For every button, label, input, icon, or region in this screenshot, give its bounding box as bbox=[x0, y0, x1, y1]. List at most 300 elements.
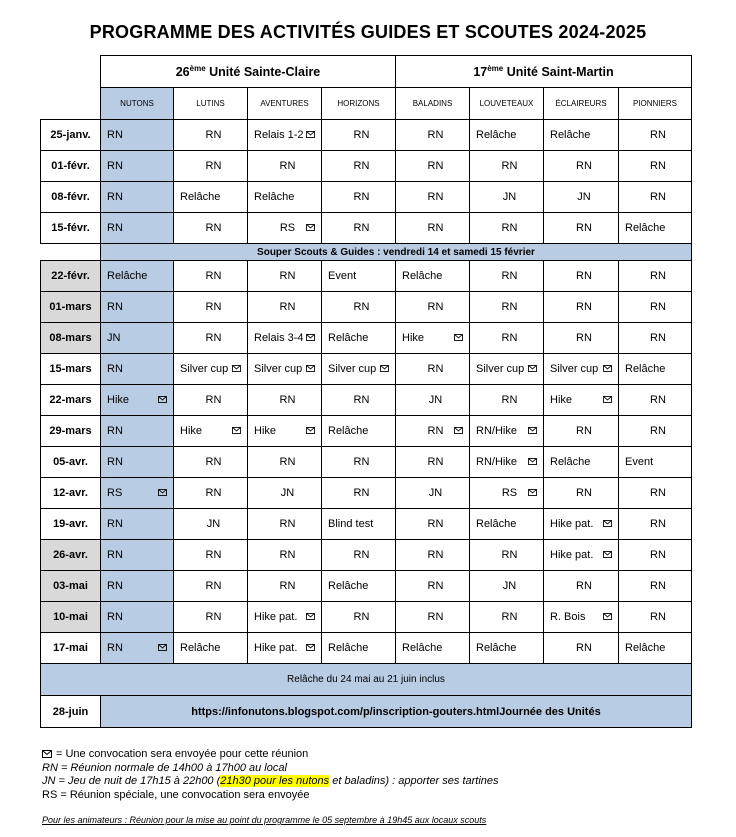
activity-cell-nutons bbox=[101, 261, 174, 292]
activity-label: Relâche bbox=[328, 425, 369, 437]
activity-label: RN bbox=[650, 270, 666, 282]
activity-cell-aventures bbox=[248, 602, 322, 633]
activity-label: Hike pat. bbox=[550, 549, 594, 561]
activity-cell-baladins bbox=[396, 633, 470, 664]
activity-cell-lutins bbox=[174, 571, 248, 602]
page-title: PROGRAMME DES ACTIVITÉS GUIDES ET SCOUTES 2024-2025 bbox=[89, 22, 647, 42]
activity-cell-aventures bbox=[248, 120, 322, 151]
activity-cell-aventures bbox=[248, 633, 322, 664]
activity-label: RN bbox=[279, 301, 296, 313]
envelope-icon bbox=[454, 427, 463, 434]
activity-cell-baladins bbox=[396, 120, 470, 151]
row-date: 10-mai bbox=[41, 602, 101, 633]
activity-cell-louveteaux bbox=[470, 354, 544, 385]
activity-label: RN bbox=[501, 394, 518, 406]
activity-label: RN bbox=[427, 191, 444, 203]
activity-label: RN bbox=[576, 487, 592, 499]
activity-label: Silver cup bbox=[180, 363, 229, 375]
envelope-icon bbox=[528, 427, 537, 434]
activity-label: RN bbox=[576, 580, 592, 592]
activity-cell-louveteaux bbox=[470, 540, 544, 571]
activity-cell-nutons bbox=[101, 416, 174, 447]
row-date: 15-févr. bbox=[41, 213, 101, 244]
activity-label: Relâche bbox=[476, 129, 517, 141]
activity-cell-nutons bbox=[101, 509, 174, 540]
activity-label: RN bbox=[427, 549, 444, 561]
activity-cell-eclaireurs bbox=[544, 120, 619, 151]
activity-label: RN bbox=[205, 549, 222, 561]
activity-cell-eclaireurs bbox=[544, 509, 619, 540]
activity-cell-louveteaux bbox=[470, 261, 544, 292]
activity-cell-pionniers bbox=[619, 602, 692, 633]
unit-header-saint-martin: 17ème Unité Saint-Martin bbox=[396, 56, 692, 88]
activity-cell-lutins bbox=[174, 261, 248, 292]
activity-label: RN bbox=[205, 580, 222, 592]
activity-cell-horizons bbox=[322, 213, 396, 244]
table-row bbox=[41, 509, 692, 540]
activity-label: RN bbox=[650, 160, 666, 172]
activity-cell-baladins bbox=[396, 478, 470, 509]
activity-cell-aventures bbox=[248, 540, 322, 571]
activity-cell-aventures bbox=[248, 447, 322, 478]
activity-cell-horizons bbox=[322, 385, 396, 416]
activity-cell-lutins bbox=[174, 447, 248, 478]
activity-label: RN bbox=[427, 301, 444, 313]
envelope-icon bbox=[603, 613, 612, 620]
activity-cell-baladins bbox=[396, 151, 470, 182]
activity-cell-horizons bbox=[322, 571, 396, 602]
activity-cell-eclaireurs bbox=[544, 540, 619, 571]
activity-cell-louveteaux bbox=[470, 509, 544, 540]
activity-cell-eclaireurs bbox=[544, 261, 619, 292]
activity-cell-aventures bbox=[248, 571, 322, 602]
table-row bbox=[41, 447, 692, 478]
activity-label: JN bbox=[206, 518, 221, 530]
envelope-icon bbox=[158, 489, 167, 496]
column-header-baladins: BALADINS bbox=[396, 88, 470, 120]
activity-cell-eclaireurs bbox=[544, 213, 619, 244]
activity-cell-baladins bbox=[396, 182, 470, 213]
activity-label: RN bbox=[107, 222, 123, 234]
table-row bbox=[41, 478, 692, 509]
activity-label: Relais 3-4 bbox=[254, 332, 304, 344]
table-row bbox=[41, 292, 692, 323]
activity-cell-aventures bbox=[248, 509, 322, 540]
activity-cell-aventures bbox=[248, 416, 322, 447]
activity-cell-horizons bbox=[322, 120, 396, 151]
activity-cell-aventures bbox=[248, 478, 322, 509]
activity-label: Event bbox=[328, 270, 357, 282]
row-date: 29-mars bbox=[41, 416, 101, 447]
activity-cell-baladins bbox=[396, 571, 470, 602]
activity-cell-nutons bbox=[101, 385, 174, 416]
envelope-icon bbox=[603, 551, 612, 558]
table-row bbox=[41, 385, 692, 416]
activity-label: Hike bbox=[180, 425, 203, 437]
activity-label: RN bbox=[279, 518, 296, 530]
activity-label: Relâche bbox=[625, 222, 666, 234]
activity-label: RN bbox=[353, 611, 370, 623]
activity-cell-pionniers bbox=[619, 120, 692, 151]
activity-label: RN bbox=[107, 191, 123, 203]
activity-label: RN bbox=[279, 160, 296, 172]
activity-cell-eclaireurs bbox=[544, 416, 619, 447]
legend bbox=[42, 748, 499, 802]
activity-label: JN bbox=[577, 191, 591, 203]
activity-label: RN bbox=[427, 425, 444, 437]
activity-label: RN bbox=[107, 642, 123, 654]
event-banner: Souper Scouts & Guides : vendredi 14 et samedi 15 février bbox=[101, 244, 692, 261]
activity-label: Relâche bbox=[254, 191, 295, 203]
activity-cell-horizons bbox=[322, 540, 396, 571]
activity-label: RN bbox=[353, 160, 370, 172]
footer-note: Pour les animateurs : Réunion pour la mise au point du programme le 05 septembre à 19h45 aux locaux scouts bbox=[42, 815, 487, 825]
activity-label: RN bbox=[107, 518, 123, 530]
activity-cell-aventures bbox=[248, 261, 322, 292]
activity-cell-horizons bbox=[322, 447, 396, 478]
row-date: 28-juin bbox=[41, 696, 101, 728]
activity-cell-baladins bbox=[396, 385, 470, 416]
activity-label: RS bbox=[501, 487, 518, 499]
envelope-icon bbox=[306, 334, 315, 341]
activity-label: Relâche bbox=[625, 642, 666, 654]
activity-label: R. Bois bbox=[550, 611, 586, 623]
activity-label: JN bbox=[502, 580, 517, 592]
activity-cell-louveteaux bbox=[470, 478, 544, 509]
activity-cell-louveteaux bbox=[470, 292, 544, 323]
activity-cell-louveteaux bbox=[470, 323, 544, 354]
activity-cell-lutins bbox=[174, 292, 248, 323]
activity-label: RN bbox=[501, 332, 518, 344]
activity-label: RN bbox=[107, 456, 123, 468]
table-row bbox=[41, 602, 692, 633]
activity-label: RN bbox=[205, 332, 222, 344]
activity-cell-horizons bbox=[322, 292, 396, 323]
activity-label: Relâche bbox=[476, 642, 517, 654]
activity-cell-nutons bbox=[101, 602, 174, 633]
activity-label: RN bbox=[650, 129, 666, 141]
activity-cell-louveteaux bbox=[470, 633, 544, 664]
envelope-icon bbox=[306, 427, 315, 434]
activity-cell-pionniers bbox=[619, 509, 692, 540]
schedule-table bbox=[40, 55, 692, 728]
legend-jn-highlight: 21h30 pour les nutons bbox=[220, 775, 330, 787]
row-date: 19-avr. bbox=[41, 509, 101, 540]
activity-cell-nutons bbox=[101, 182, 174, 213]
activity-label: RN/Hike bbox=[476, 456, 517, 468]
activity-label: Relâche bbox=[107, 270, 148, 282]
activity-label: Hike bbox=[550, 394, 573, 406]
activity-cell-eclaireurs bbox=[544, 385, 619, 416]
activity-cell-aventures bbox=[248, 354, 322, 385]
row-date: 03-mai bbox=[41, 571, 101, 602]
activity-label: Hike bbox=[402, 332, 425, 344]
legend-rn: RN = Réunion normale de 14h00 à 17h00 au local bbox=[42, 761, 287, 774]
activity-label: RN bbox=[501, 160, 518, 172]
activity-label: RN bbox=[279, 549, 296, 561]
activity-label: RN bbox=[576, 270, 592, 282]
activity-label: Silver cup bbox=[476, 363, 525, 375]
activity-label: RN bbox=[501, 549, 518, 561]
activity-label: Event bbox=[625, 456, 654, 468]
activity-cell-eclaireurs bbox=[544, 602, 619, 633]
activity-cell-eclaireurs bbox=[544, 633, 619, 664]
activity-cell-baladins bbox=[396, 540, 470, 571]
envelope-icon bbox=[603, 365, 612, 372]
activity-cell-horizons bbox=[322, 151, 396, 182]
activity-label: RN bbox=[279, 580, 296, 592]
activity-label: JN bbox=[502, 191, 517, 203]
activity-cell-louveteaux bbox=[470, 120, 544, 151]
activity-label: RN bbox=[650, 394, 666, 406]
activity-label: RN bbox=[353, 129, 370, 141]
envelope-icon bbox=[528, 458, 537, 465]
activity-label: RN bbox=[576, 425, 592, 437]
activity-cell-pionniers bbox=[619, 416, 692, 447]
table-row bbox=[41, 571, 692, 602]
activity-label: RN/Hike bbox=[476, 425, 517, 437]
envelope-icon bbox=[232, 365, 241, 372]
activity-label: RN bbox=[107, 549, 123, 561]
activity-label: RN bbox=[501, 270, 518, 282]
row-date: 08-févr. bbox=[41, 182, 101, 213]
activity-label: Relâche bbox=[402, 642, 443, 654]
activity-label: Relâche bbox=[180, 191, 221, 203]
activity-cell-nutons bbox=[101, 151, 174, 182]
activity-label: RN bbox=[205, 611, 222, 623]
activity-label: RN bbox=[107, 129, 123, 141]
activity-label: RN bbox=[650, 580, 666, 592]
row-date: 05-avr. bbox=[41, 447, 101, 478]
activity-label: RN bbox=[205, 487, 222, 499]
activity-cell-pionniers bbox=[619, 323, 692, 354]
activity-cell-lutins bbox=[174, 151, 248, 182]
activity-label: Relâche bbox=[328, 332, 369, 344]
activity-label: Hike pat. bbox=[254, 642, 298, 654]
activity-label: RN bbox=[650, 191, 666, 203]
activity-cell-baladins bbox=[396, 602, 470, 633]
activity-cell-louveteaux bbox=[470, 385, 544, 416]
activity-cell-louveteaux bbox=[470, 151, 544, 182]
activity-label: RN bbox=[205, 456, 222, 468]
activity-cell-eclaireurs bbox=[544, 447, 619, 478]
activity-label: RN bbox=[427, 129, 444, 141]
activity-label: RN bbox=[427, 160, 444, 172]
activity-label: RN bbox=[427, 580, 444, 592]
activity-label: RN bbox=[353, 191, 370, 203]
activity-label: RN bbox=[427, 518, 444, 530]
activity-cell-lutins bbox=[174, 416, 248, 447]
envelope-icon bbox=[158, 396, 167, 403]
envelope-icon bbox=[158, 644, 167, 651]
activity-cell-baladins bbox=[396, 509, 470, 540]
envelope-icon bbox=[380, 365, 389, 372]
activity-label: RN bbox=[205, 270, 222, 282]
activity-cell-eclaireurs bbox=[544, 323, 619, 354]
activity-cell-baladins bbox=[396, 213, 470, 244]
table-row bbox=[41, 416, 692, 447]
activity-label: RN bbox=[576, 332, 592, 344]
activity-cell-lutins bbox=[174, 213, 248, 244]
activity-cell-baladins bbox=[396, 447, 470, 478]
activity-cell-baladins bbox=[396, 323, 470, 354]
activity-cell-horizons bbox=[322, 354, 396, 385]
activity-cell-nutons bbox=[101, 292, 174, 323]
activity-cell-pionniers bbox=[619, 633, 692, 664]
row-date: 01-févr. bbox=[41, 151, 101, 182]
activity-label: JN bbox=[280, 487, 295, 499]
envelope-icon bbox=[528, 489, 537, 496]
activity-label: RN bbox=[353, 301, 370, 313]
activity-label: RN bbox=[650, 518, 666, 530]
column-header-louveteaux: LOUVETEAUX bbox=[470, 88, 544, 120]
activity-label: Relais 1-2 bbox=[254, 129, 304, 141]
table-row bbox=[41, 120, 692, 151]
activity-cell-louveteaux bbox=[470, 571, 544, 602]
activity-cell-aventures bbox=[248, 213, 322, 244]
activity-cell-aventures bbox=[248, 323, 322, 354]
activity-label: Silver cup bbox=[254, 363, 303, 375]
activity-label: RN bbox=[650, 301, 666, 313]
legend-jn: JN = Jeu de nuit de 17h15 à 22h00 (21h30 pour les nutons et baladins) : apporter ses tartines bbox=[42, 775, 499, 787]
activity-label: RN bbox=[107, 580, 123, 592]
activity-label: RN bbox=[576, 301, 592, 313]
activity-cell-louveteaux bbox=[470, 416, 544, 447]
activity-cell-eclaireurs bbox=[544, 571, 619, 602]
activity-label: JN bbox=[107, 332, 121, 344]
activity-label: RS bbox=[107, 487, 123, 499]
activity-cell-nutons bbox=[101, 354, 174, 385]
activity-label: Relâche bbox=[180, 642, 221, 654]
activity-label: RN bbox=[427, 222, 444, 234]
activity-cell-lutins bbox=[174, 633, 248, 664]
activity-cell-pionniers bbox=[619, 540, 692, 571]
relache-banner: Relâche du 24 mai au 21 juin inclus bbox=[41, 664, 692, 696]
activity-cell-pionniers bbox=[619, 292, 692, 323]
activity-cell-nutons bbox=[101, 120, 174, 151]
activity-cell-horizons bbox=[322, 416, 396, 447]
envelope-icon bbox=[454, 334, 463, 341]
activity-label: RN bbox=[427, 363, 444, 375]
activity-cell-lutins bbox=[174, 478, 248, 509]
activity-cell-horizons bbox=[322, 261, 396, 292]
activity-cell-pionniers bbox=[619, 261, 692, 292]
activity-label: Relâche bbox=[402, 270, 443, 282]
activity-cell-aventures bbox=[248, 182, 322, 213]
activity-label: Silver cup bbox=[328, 363, 377, 375]
envelope-icon bbox=[42, 750, 52, 758]
activity-label: RN bbox=[650, 549, 666, 561]
activity-label: RN bbox=[279, 394, 296, 406]
row-date: 08-mars bbox=[41, 323, 101, 354]
row-date: 22-févr. bbox=[41, 261, 101, 292]
activity-label: RN bbox=[107, 425, 123, 437]
activity-label: Relâche bbox=[550, 456, 591, 468]
activity-cell-eclaireurs bbox=[544, 292, 619, 323]
activity-label: RN bbox=[279, 270, 296, 282]
activity-label: RN bbox=[205, 129, 222, 141]
activity-cell-louveteaux bbox=[470, 447, 544, 478]
activity-label: RS bbox=[279, 222, 296, 234]
activity-label: Blind test bbox=[328, 518, 374, 530]
activity-label: RN bbox=[501, 222, 518, 234]
row-date: 25-janv. bbox=[41, 120, 101, 151]
column-header-pionniers: PIONNIERS bbox=[619, 88, 692, 120]
activity-cell-nutons bbox=[101, 478, 174, 509]
activity-cell-nutons bbox=[101, 213, 174, 244]
row-date: 12-avr. bbox=[41, 478, 101, 509]
inscription-link[interactable]: https://infonutons.blogspot.com/p/inscription-gouters.htmlJournée des Unités bbox=[101, 696, 692, 728]
activity-cell-lutins bbox=[174, 354, 248, 385]
activity-cell-horizons bbox=[322, 633, 396, 664]
envelope-icon bbox=[306, 224, 315, 231]
activity-label: RN bbox=[107, 160, 123, 172]
activity-cell-horizons bbox=[322, 602, 396, 633]
activity-cell-lutins bbox=[174, 509, 248, 540]
activity-label: RN bbox=[205, 222, 222, 234]
table-row bbox=[41, 354, 692, 385]
event-banner-row bbox=[41, 244, 692, 261]
activity-label: Hike pat. bbox=[550, 518, 594, 530]
activity-cell-nutons bbox=[101, 323, 174, 354]
column-header-eclaireurs: ÉCLAIREURS bbox=[544, 88, 619, 120]
activity-cell-aventures bbox=[248, 385, 322, 416]
activity-label: RN bbox=[353, 222, 370, 234]
envelope-icon bbox=[306, 613, 315, 620]
activity-label: Relâche bbox=[328, 580, 369, 592]
activity-cell-lutins bbox=[174, 540, 248, 571]
activity-cell-baladins bbox=[396, 416, 470, 447]
envelope-icon bbox=[306, 365, 315, 372]
activity-label: Relâche bbox=[476, 518, 517, 530]
activity-cell-aventures bbox=[248, 151, 322, 182]
activity-cell-nutons bbox=[101, 633, 174, 664]
activity-cell-louveteaux bbox=[470, 182, 544, 213]
activity-label: JN bbox=[428, 487, 443, 499]
envelope-icon bbox=[603, 520, 612, 527]
activity-label: RN bbox=[576, 222, 592, 234]
activity-cell-eclaireurs bbox=[544, 151, 619, 182]
activity-label: Hike bbox=[107, 394, 130, 406]
activity-cell-pionniers bbox=[619, 354, 692, 385]
final-row bbox=[41, 696, 692, 728]
activity-label: Relâche bbox=[550, 129, 591, 141]
activity-label: RN bbox=[650, 425, 666, 437]
activity-label: RN bbox=[353, 487, 370, 499]
activity-label: RN bbox=[353, 456, 370, 468]
activity-label: RN bbox=[650, 611, 666, 623]
activity-cell-horizons bbox=[322, 323, 396, 354]
activity-cell-eclaireurs bbox=[544, 354, 619, 385]
activity-label: Silver cup bbox=[550, 363, 599, 375]
row-date: 15-mars bbox=[41, 354, 101, 385]
table-row bbox=[41, 182, 692, 213]
activity-label: Relâche bbox=[328, 642, 369, 654]
activity-cell-aventures bbox=[248, 292, 322, 323]
row-date: 17-mai bbox=[41, 633, 101, 664]
activity-label: RN bbox=[427, 611, 444, 623]
activity-cell-horizons bbox=[322, 182, 396, 213]
legend-convocation: = Une convocation sera envoyée pour cette réunion bbox=[56, 748, 309, 760]
activity-label: Hike bbox=[254, 425, 277, 437]
activity-cell-baladins bbox=[396, 354, 470, 385]
activity-label: RN bbox=[353, 394, 370, 406]
activity-cell-pionniers bbox=[619, 478, 692, 509]
activity-label: RN bbox=[107, 363, 123, 375]
activity-label: RN bbox=[107, 301, 123, 313]
activity-label: RN bbox=[501, 301, 518, 313]
activity-label: Relâche bbox=[625, 363, 666, 375]
